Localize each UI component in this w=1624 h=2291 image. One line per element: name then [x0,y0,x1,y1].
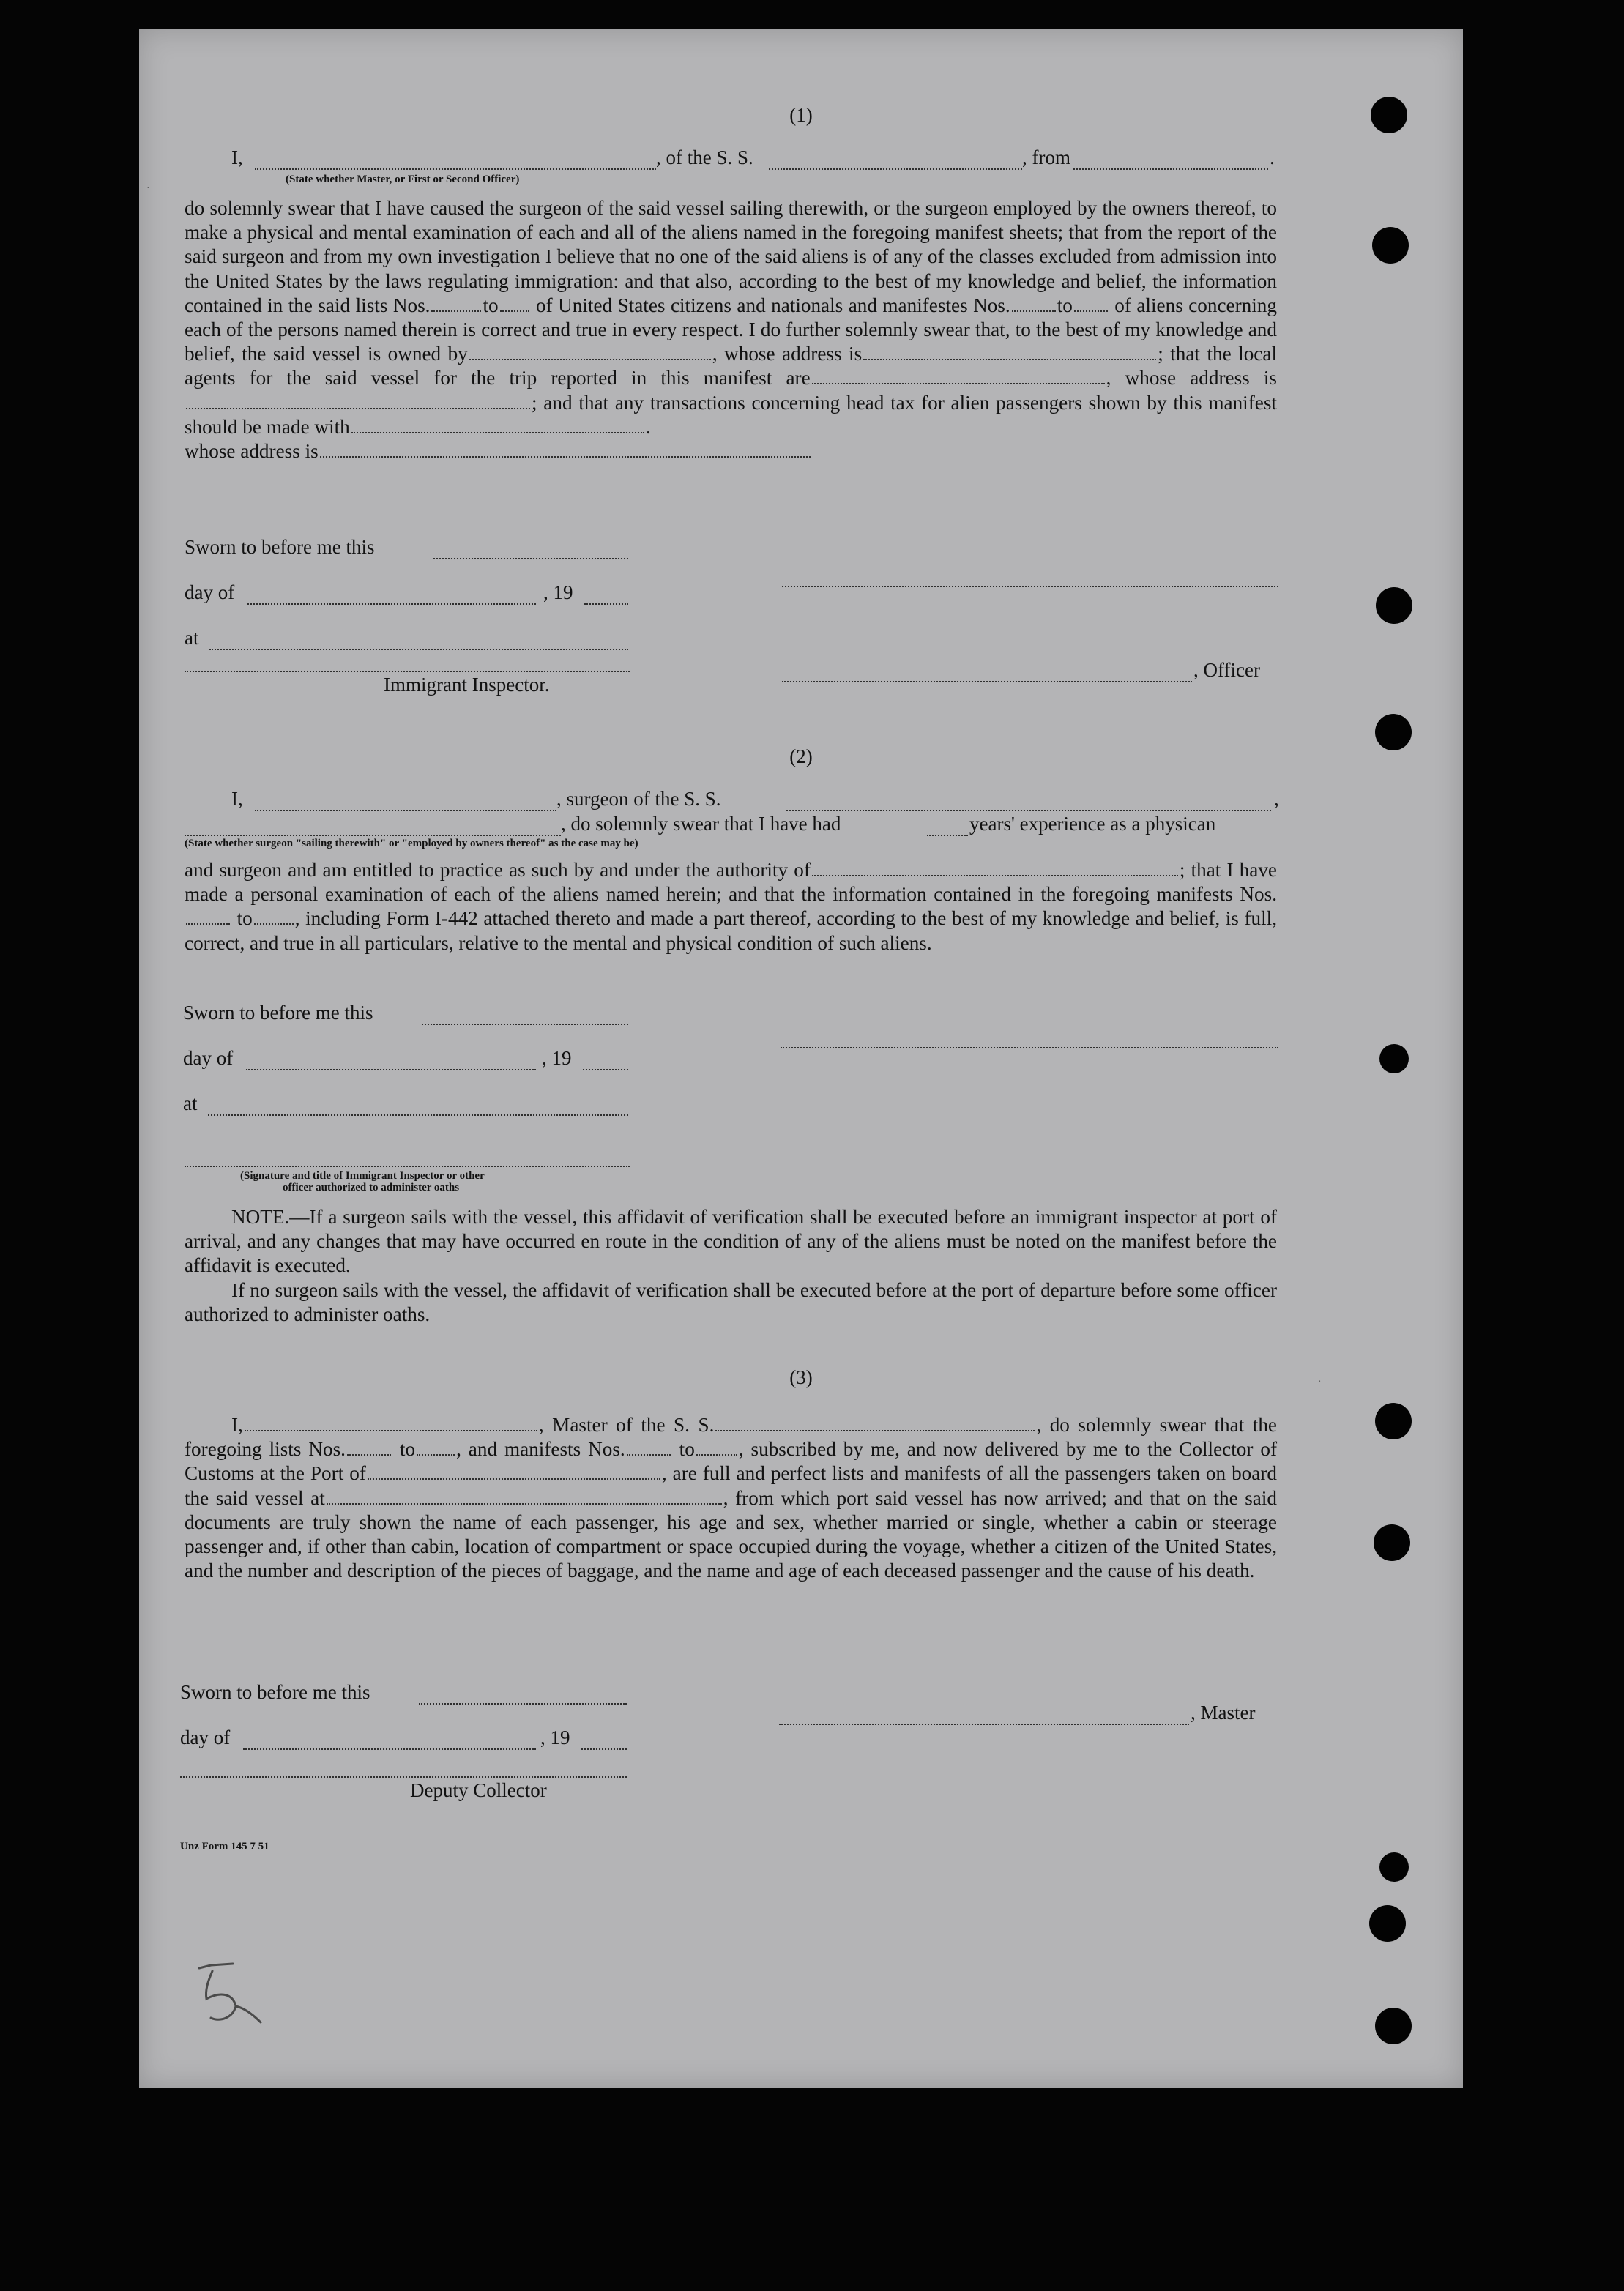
surgeon-swear-label: , do solemnly swear that I have had [561,813,841,835]
master-signature-line[interactable] [779,1724,1189,1725]
year-field[interactable] [581,1748,627,1750]
stray-mark: · [1318,1377,1322,1387]
lists-from-field[interactable] [347,1453,391,1456]
sworn-day-field[interactable] [419,1703,627,1705]
master-oath-paragraph: do solemnly swear that I have caused the surgeon of the said vessel sailing therewith, or the surgeon employed by the owners thereof, to make a physical and mental examination of each and all of the aliens named in the foregoing manifest sheets; that from the report of the said surgeon and from my own investigation I believe that no one of the said aliens is of any of the classes excluded from admission into the United States by the laws regulating immigration: and that also, according to the best of my knowledge and belief, the information contained in the said lists Nos. to of United States citizens and nationals and manifestes Nos. to of aliens concerning each of the persons named therein is correct and true in every respect. I do further solemnly swear that, to the best of my knowledge and belief, the said vessel is owned by , whose address is ; that the local agents for the said vessel for the trip reported in this manifest are , whose address is; and that any transactions concerning head tax for alien passengers shown by this manifest should be made with . whose address is [185,197,1278,463]
pencil-scribble [190,1955,286,2035]
immigrant-inspector-label: Immigrant Inspector. [384,674,550,696]
sworn-label: Sworn to before me this [180,1681,370,1703]
day-of-label: day of [183,1047,234,1069]
day-of-label: day of [185,581,235,603]
at-label: at [183,1092,198,1114]
lists-to-field[interactable] [417,1453,455,1456]
deputy-collector-label: Deputy Collector [410,1779,547,1801]
customs-port-field[interactable] [368,1478,660,1480]
signature-note-cont: officer authorized to administer oaths [283,1182,460,1193]
year-label: , 19 [543,581,573,603]
day-of-label: day of [180,1726,231,1748]
years-experience-label: years' experience as a physican [969,813,1216,835]
sworn-label: Sworn to before me this [183,1002,373,1024]
vessel-name-field[interactable] [715,1429,1035,1431]
month-field[interactable] [243,1748,536,1750]
form-number: Unz Form 145 7 51 [180,1841,269,1852]
surgeon-oath-paragraph: and surgeon and am entitled to practice as such by and under the authority of ; that I have made a personal examination of each of the aliens named herein; and that the information contained in the foregoing manifests Nos. to , including Form I-442 attached thereto and made a part thereof, according to the best of my knowledge and belief, is full, correct, and true in all particulars, relative to the mental and physical condition of such aliens. [185,859,1278,954]
of-ss-label: , of the S. S. [656,146,753,168]
affidavit-delivery-section [139,29,1463,2088]
section-number: (1) [789,104,813,126]
manifests-from-field[interactable] [627,1453,671,1456]
surgeon-of-label: , surgeon of the S. S. [556,788,721,810]
collector-signature-line[interactable] [180,1776,627,1778]
note-paragraph-2: If no surgeon sails with the vessel, the affidavit of verification shall be executed before at the port of departure before some officer authorized to administer oaths. [185,1279,1277,1326]
master-name-field[interactable] [245,1429,537,1431]
officer-note: (State whether Master, or First or Second Officer) [286,174,520,185]
from-label: , from [1022,146,1070,168]
year-label: , 19 [542,1047,572,1069]
sworn-label: Sworn to before me this [185,536,375,558]
stray-mark: · [146,183,150,194]
surgeon-note: (State whether surgeon "sailing therewith" or "employed by owners thereof" as the case may be) [185,838,638,849]
i-label: I, [231,146,243,168]
manifest-affidavit-sheet [139,29,1463,2088]
note-paragraph: NOTE.—If a surgeon sails with the vessel, this affidavit of verification shall be executed before an immigrant inspector at port of arrival, and any changes that may have occurred en route in the condition of any of the aliens must be noted on the manifest before the affidavit is executed. [185,1206,1277,1277]
comma: , [1274,788,1279,810]
section-number: (2) [789,745,813,767]
master-label: , Master [1191,1702,1256,1724]
i-label: I, [231,788,243,810]
period: . [1270,146,1275,168]
section-number: (3) [789,1366,813,1388]
manifests-to-field[interactable] [696,1453,737,1456]
signature-note: (Signature and title of Immigrant Inspector or other [240,1170,485,1182]
boarding-port-field[interactable] [327,1502,722,1505]
officer-label: , Officer [1193,659,1260,681]
year-label: , 19 [540,1726,570,1748]
at-label: at [185,627,199,649]
master-delivery-paragraph: I, , Master of the S. S. , do solemnly swear that the foregoing lists Nos. to , and manifests Nos. to , subscribed by me, and now delivered by me to the Collector of Customs at the Port of , are full and perfect lists and manifests of all the passengers taken on board the said vessel at , from which port said vessel has now arrived; and that on the said documents are truly shown the name of each passenger, his age and sex, whether married or single, whether a cabin or steerage passenger and, if other than cabin, location of compartment or space occupied during the voyage, whether a citizen of the United States, and the number and description of the pieces of baggage, and the name and age of each deceased passenger and the cause of his death. [185,1414,1278,1582]
